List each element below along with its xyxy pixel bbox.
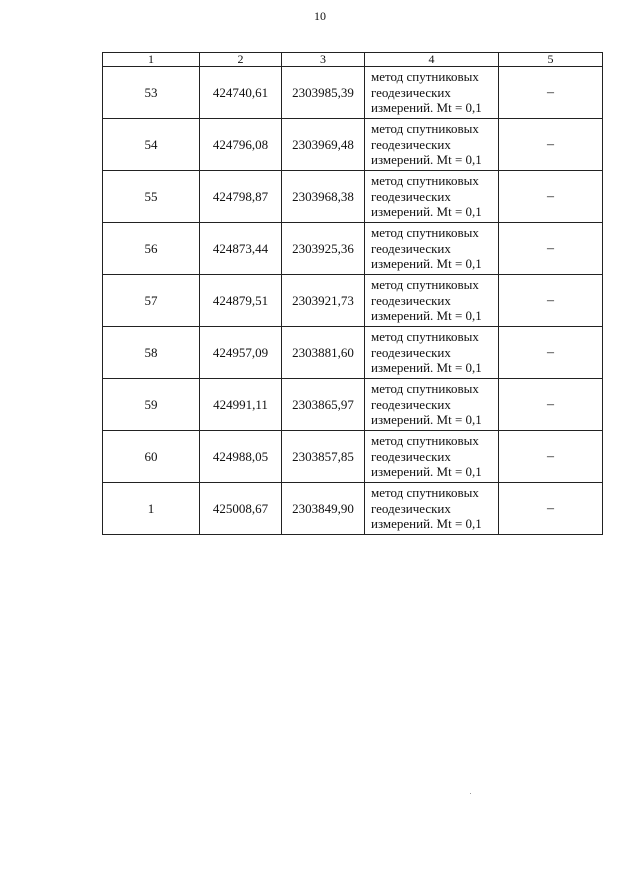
note-dash: – [547,345,554,360]
note-dash: – [547,85,554,100]
note-dash: – [547,137,554,152]
y-coordinate-cell: 2303985,39 [282,67,365,119]
column-header-4: 4 [365,53,499,67]
point-number-cell: 57 [103,275,200,327]
method-text: метод спутниковых геодезических измерений. Mt = 0,1 [371,277,482,324]
y-coordinate-cell: 2303968,38 [282,171,365,223]
y-coordinate-cell: 2303925,36 [282,223,365,275]
point-number-cell: 59 [103,379,200,431]
note-dash: – [547,189,554,204]
method-text: метод спутниковых геодезических измерений. Mt = 0,1 [371,225,482,272]
coordinates-table [102,52,603,535]
x-coordinate-cell: 424988,05 [200,431,282,483]
table-row [103,67,603,119]
note-cell [499,171,603,223]
point-number-cell: 53 [103,67,200,119]
point-number-cell: 55 [103,171,200,223]
table-row [103,119,603,171]
note-cell [499,379,603,431]
y-coordinate-cell: 2303921,73 [282,275,365,327]
table-row [103,327,603,379]
table-row [103,379,603,431]
method-text: метод спутниковых геодезических измерений. Mt = 0,1 [371,381,482,428]
column-header-1: 1 [103,53,200,67]
note-cell [499,275,603,327]
method-text: метод спутниковых геодезических измерений. Mt = 0,1 [371,121,482,168]
method-cell [365,171,499,223]
column-header-3: 3 [282,53,365,67]
point-number-cell: 1 [103,483,200,535]
table-row [103,483,603,535]
y-coordinate-cell: 2303881,60 [282,327,365,379]
table-row [103,275,603,327]
note-cell [499,327,603,379]
table-row [103,223,603,275]
scan-speck [470,793,471,794]
note-cell [499,483,603,535]
note-cell [499,67,603,119]
note-cell [499,431,603,483]
method-text: метод спутниковых геодезических измерений. Mt = 0,1 [371,485,482,532]
x-coordinate-cell: 425008,67 [200,483,282,535]
note-dash: – [547,501,554,516]
table-header-row [103,53,603,67]
y-coordinate-cell: 2303969,48 [282,119,365,171]
table-row [103,171,603,223]
x-coordinate-cell: 424879,51 [200,275,282,327]
table-row [103,431,603,483]
y-coordinate-cell: 2303857,85 [282,431,365,483]
note-dash: – [547,241,554,256]
method-text: метод спутниковых геодезических измерений. Mt = 0,1 [371,69,482,116]
x-coordinate-cell: 424740,61 [200,67,282,119]
method-cell [365,431,499,483]
column-header-5: 5 [499,53,603,67]
note-cell [499,119,603,171]
x-coordinate-cell: 424796,08 [200,119,282,171]
x-coordinate-cell: 424873,44 [200,223,282,275]
x-coordinate-cell: 424957,09 [200,327,282,379]
y-coordinate-cell: 2303865,97 [282,379,365,431]
note-dash: – [547,449,554,464]
column-header-2: 2 [200,53,282,67]
method-cell [365,275,499,327]
point-number-cell: 60 [103,431,200,483]
method-cell [365,67,499,119]
point-number-cell: 54 [103,119,200,171]
method-cell [365,327,499,379]
method-cell [365,119,499,171]
method-text: метод спутниковых геодезических измерений. Mt = 0,1 [371,173,482,220]
method-text: метод спутниковых геодезических измерений. Mt = 0,1 [371,329,482,376]
method-cell [365,483,499,535]
method-cell [365,223,499,275]
note-cell [499,223,603,275]
y-coordinate-cell: 2303849,90 [282,483,365,535]
method-cell [365,379,499,431]
method-text: метод спутниковых геодезических измерений. Mt = 0,1 [371,433,482,480]
point-number-cell: 58 [103,327,200,379]
page-number: 10 [314,9,326,23]
point-number-cell: 56 [103,223,200,275]
note-dash: – [547,397,554,412]
note-dash: – [547,293,554,308]
x-coordinate-cell: 424991,11 [200,379,282,431]
x-coordinate-cell: 424798,87 [200,171,282,223]
